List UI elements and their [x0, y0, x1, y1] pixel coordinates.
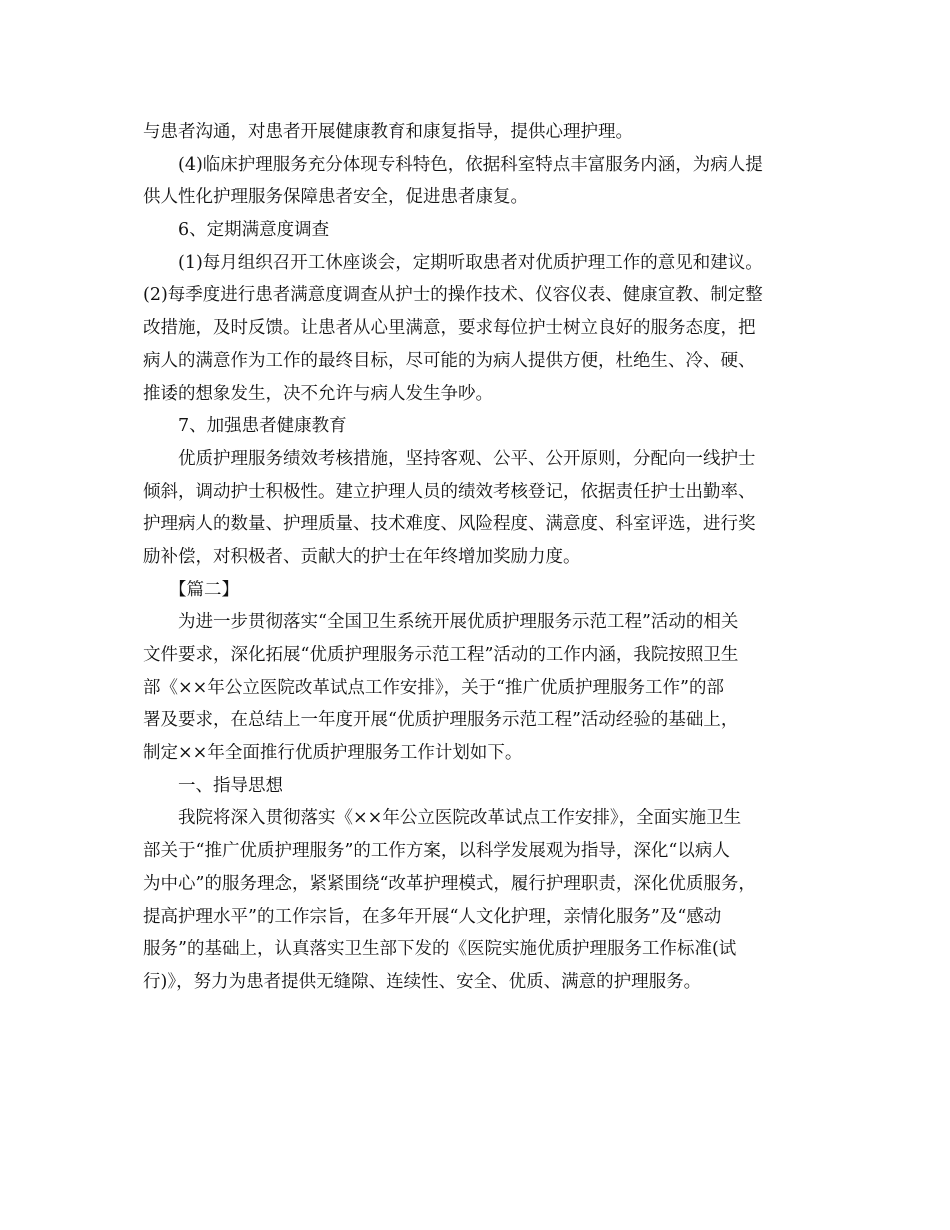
text-line: 为中心”的服务理念，紧紧围绕“改革护理模式，履行护理职责，深化优质服务， [143, 873, 756, 894]
text-line: 倾斜，调动护士积极性。建立护理人员的绩效考核登记，依据责任护士出勤率、 [143, 481, 756, 502]
text-line: 优质护理服务绩效考核措施，坚持客观、公平、公开原则，分配向一线护士 [178, 448, 756, 469]
text-line: 文件要求，深化拓展“优质护理服务示范工程”活动的工作内涵，我院按照卫生 [143, 645, 739, 665]
document-body [143, 116, 807, 999]
text-line: 病人的满意作为工作的最终目标，尽可能的为病人提供方便，杜绝生、冷、硬、 [143, 350, 756, 371]
section-heading: 6、定期满意度调查 [178, 220, 330, 241]
text-line: 我院将深入贯彻落实《××年公立医院改革试点工作安排》，全面实施卫生 [178, 808, 742, 829]
text-line: 供人性化护理服务保障患者安全，促进患者康复。 [143, 187, 528, 208]
text-line: 护理病人的数量、护理质量、技术难度、风险程度、满意度、科室评选，进行奖 [143, 514, 756, 535]
text-line: 为进一步贯彻落实“全国卫生系统开展优质护理服务示范工程”活动的相关 [178, 612, 739, 633]
text-line: 改措施，及时反馈。让患者从心里满意，要求每位护士树立良好的服务态度，把 [143, 318, 756, 339]
text-line: 行)》，努力为患者提供无缝隙、连续性、安全、优质、满意的护理服务。 [143, 971, 702, 992]
text-line: 署及要求，在总结上一年度开展“优质护理服务示范工程”活动经验的基础上， [143, 710, 739, 731]
text-line: 服务”的基础上，认真落实卫生部下发的《医院实施优质护理服务工作标准(试 [143, 939, 737, 960]
text-line: 部关于“推广优质护理服务”的工作方案，以科学发展观为指导，深化“以病人 [143, 841, 730, 862]
text-line: (1)每月组织召开工休座谈会，定期听取患者对优质护理工作的意见和建议。 [178, 252, 763, 273]
section-heading: 7、加强患者健康教育 [178, 416, 347, 437]
section-heading: 一、指导思想 [178, 775, 283, 796]
text-line: 推诿的想象发生，决不允许与病人发生争吵。 [143, 383, 493, 404]
text-line: 与患者沟通，对患者开展健康教育和康复指导，提供心理护理。 [143, 122, 633, 142]
text-line: 励补偿，对积极者、贡献大的护士在年终增加奖励力度。 [143, 546, 581, 567]
text-line: 部《××年公立医院改革试点工作安排》，关于“推广优质护理服务工作”的部 [143, 677, 724, 698]
text-line: 提高护理水平”的工作宗旨，在多年开展“人文化护理，亲情化服务”及“感动 [143, 906, 722, 927]
text-line: 制定××年全面推行优质护理服务工作计划如下。 [143, 743, 523, 764]
text-line: (2)每季度进行患者满意度调查从护士的操作技术、仪容仪表、健康宣教、制定整 [143, 285, 763, 306]
text-line: (4)临床护理服务充分体现专科特色，依据科室特点丰富服务内涵，为病人提 [178, 154, 763, 175]
part-heading: 【篇二】 [169, 579, 239, 600]
